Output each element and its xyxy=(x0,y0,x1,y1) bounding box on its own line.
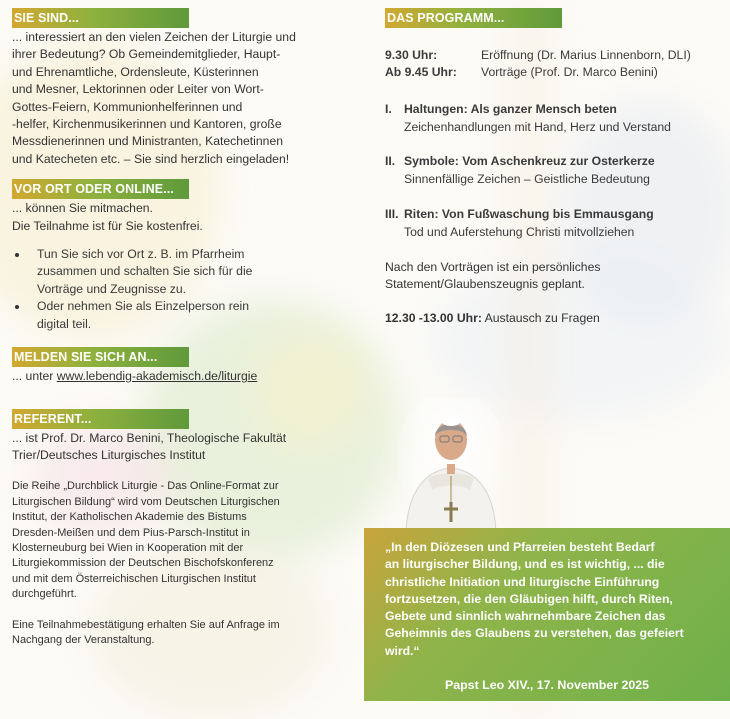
right-column xyxy=(385,8,720,328)
program-part-1: I. Haltungen: Als ganzer Mensch beten Zeichenhandlungen mit Hand, Herz und Verstand xyxy=(385,101,671,134)
registration-link[interactable]: www.lebendig-akademisch.de/liturgie xyxy=(56,369,258,384)
schedule-desc: Vorträge (Prof. Dr. Marco Benini) xyxy=(481,65,658,80)
reihe-text: Die Reihe „Durchblick Liturgie - Das Online-Format zur Liturgischen Bildung“ wird vom Deutschen Liturgischen Institut, der Katholischen Akademie des Bistums Dresden-Meißen und dem Pius-Parsch-Institut in Klosterneuburg bei Wien in Kooperation mit der Liturgiekommission der Deutschen Bischofskonferenz und mit dem Österreichischen Liturgischen Institut durchgeführt. xyxy=(12,480,280,601)
list-item: Tun Sie sich vor Ort z. B. im Pfarrheim zusammen und schalten Sie sich für die Vorträge und Zeugnisse zu. xyxy=(12,246,337,298)
quote-box xyxy=(364,528,730,701)
bestaetigung-text: Eine Teilnahmebestätigung erhalten Sie auf Anfrage im Nachgang der Veranstaltung. xyxy=(12,618,280,646)
program-part-2: II. Symbole: Vom Aschenkreuz zur Osterkerze Sinnenfällige Zeichen – Geistliche Bedeutung xyxy=(385,154,655,187)
qa-text: Austausch zu Fragen xyxy=(481,311,600,326)
program-part-3: III. Riten: Von Fußwaschung bis Emmausgang Tod und Auferstehung Christi mitvollziehen xyxy=(385,207,654,239)
bullet-icon xyxy=(15,305,19,309)
vor-ort-text: ... können Sie mitmachen. Die Teilnahme ist für Sie kostenfrei. xyxy=(12,201,203,233)
left-column xyxy=(12,8,337,648)
section-heading-vor-ort: VOR ORT ODER ONLINE... xyxy=(12,179,189,199)
referent-text: ... ist Prof. Dr. Marco Benini, Theologische Fakultät Trier/Deutsches Liturgisches Institut xyxy=(12,430,287,462)
bullet-icon xyxy=(15,253,19,257)
quote-text: „In den Diözesen und Pfarreien besteht Bedarf an liturgischer Bildung, und es ist wichtig, ... die christliche Initiation und liturgische Einführung fortzusetzen, die den Gläubigen hilft, durch Riten, Gebete und sinnlich wahrnehmbare Zeichen das Geheimnis des Glaubens zu verstehen, das gefeiert wird.“ xyxy=(385,540,684,658)
after-talks-text: Nach den Vorträgen ist ein persönliches Statement/Glaubenszeugnis geplant. xyxy=(385,259,601,291)
quote-source: Papst Leo XIV., 17. November 2025 xyxy=(444,678,650,692)
vor-ort-bullet-list xyxy=(12,246,337,333)
section-heading-melden: MELDEN SIE SICH AN... xyxy=(12,347,189,367)
schedule xyxy=(385,47,720,82)
section-heading-referent: REFERENT... xyxy=(12,409,189,429)
qa-time: 12.30 -13.00 Uhr: xyxy=(385,311,482,326)
list-item: Oder nehmen Sie als Einzelperson rein digital teil. xyxy=(12,298,337,333)
schedule-time: 9.30 Uhr: xyxy=(385,48,438,62)
qa-line xyxy=(385,310,720,327)
section-heading-sie-sind: SIE SIND... xyxy=(12,8,189,28)
schedule-time: Ab 9.45 Uhr: xyxy=(385,65,457,80)
speaker-portrait xyxy=(398,398,504,532)
section-heading-programm: DAS PROGRAMM... xyxy=(385,8,562,28)
melden-text: ... unter www.lebendig-akademisch.de/liturgie xyxy=(12,369,258,384)
sie-sind-text: ... interessiert an den vielen Zeichen der Liturgie und ihrer Bedeutung? Ob Gemeindemitglieder, Haupt- und Ehrenamtliche, Ordensleute, Küsterinnen und Mesner, Lektorinnen oder Leiter von Wort- Gottes-Feiern, Kommunionhelferinnen und -helfer, Kirchenmusikerinnen und Kantoren, große Messdienerinnen und Ministranten, Katechetinnen und Katecheten etc. – Sie sind herzlich eingeladen! xyxy=(12,30,296,166)
schedule-desc: Eröffnung (Dr. Marius Linnenborn, DLI) xyxy=(481,48,691,62)
